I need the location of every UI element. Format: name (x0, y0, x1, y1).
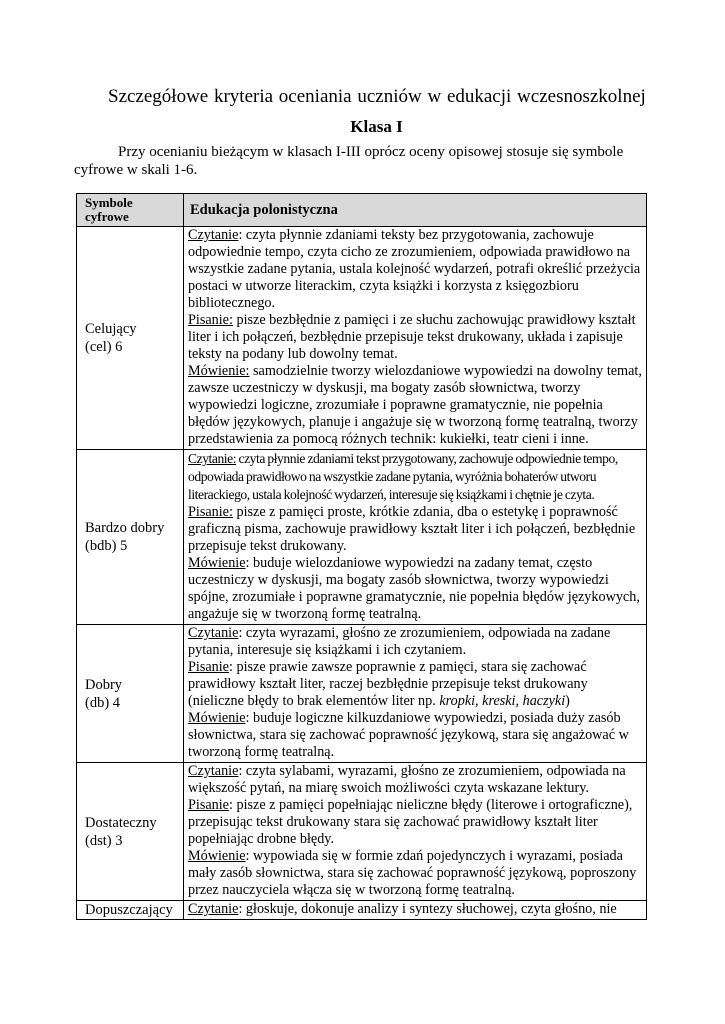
speaking-label: Mówienie: (188, 363, 250, 379)
writing-text: : pisze z pamięci popełniając nieliczne błędy (literowe i ortograficzne), przepisując tekst drukowany stara się zachować prawidłowy kształt liter popełniając drobne błędy. (188, 797, 633, 847)
writing-text: pisze bezbłędnie z pamięci i ze słuchu zachowując prawidłowy kształt liter i ich połączeń, bezbłędnie przepisuje tekst drukowany, układa i zapisuje teksty na podany lub dowolny temat. (188, 312, 636, 362)
reading-label: Czytanie (188, 901, 239, 917)
reading-label: Czytanie: (188, 451, 237, 466)
header-polish-education: Edukacja polonistyczna (184, 194, 647, 227)
speaking-label: Mówienie (188, 555, 246, 571)
table-row (77, 450, 647, 625)
reading-text: : głoskuje, dokonuje analizy i syntezy słuchowej, czyta głośno, nie (238, 901, 617, 917)
reading-label: Czytanie (188, 625, 239, 641)
table-header-row (77, 194, 647, 227)
writing-example-italic: kropki, kreski, haczyki (439, 693, 566, 709)
criteria-cell (184, 227, 647, 450)
grade-code: (cel) 6 (85, 339, 123, 355)
writing-text-end: ) (565, 693, 570, 709)
table-row (77, 227, 647, 450)
speaking-text: : buduje wielozdaniowe wypowiedzi na zadany temat, często uczestniczy w dyskusji, ma bogaty zasób słownictwa, tworzy wypowiedzi spójne, zrozumiałe i poprawne gramatycznie, nie popełnia błędów językowych, angażuje się w tworzoną formę teatralną. (188, 555, 640, 622)
criteria-cell (184, 625, 647, 763)
criteria-cell (184, 450, 647, 625)
reading-text: : czyta płynnie zdaniami teksty bez przygotowania, zachowuje odpowiednie tempo, czyta cicho ze zrozumieniem, odpowiada prawidłowo na wszystkie zadane pytania, ustala kolejność wydarzeń, potrafi określić przeżycia postaci w utworze literackim, czyta książki i korzysta z księgozbioru bibliotecznego. (188, 227, 641, 311)
grade-cell (77, 227, 184, 450)
table-row (77, 763, 647, 901)
reading-text: : czyta sylabami, wyrazami, głośno ze zrozumieniem, odpowiada na większość pytań, na miarę swoich możliwości czyta wskazane lektury. (188, 763, 626, 796)
reading-text: : czyta wyrazami, głośno ze zrozumieniem, odpowiada na zadane pytania, interesuje się książkami i ich czytaniem. (188, 625, 611, 658)
reading-label: Czytanie (188, 763, 239, 779)
grade-code: (db) 4 (85, 694, 121, 711)
speaking-label: Mówienie (188, 710, 246, 726)
writing-label: Pisanie: (188, 312, 233, 328)
grade-name: Dostateczny (85, 814, 157, 831)
criteria-cell (184, 763, 647, 901)
writing-label: Pisanie (188, 659, 229, 675)
grade-cell (77, 901, 184, 920)
speaking-label: Mówienie (188, 848, 246, 864)
writing-label: Pisanie: (188, 504, 233, 520)
table-row (77, 901, 647, 920)
writing-text: pisze z pamięci proste, krótkie zdania, dba o estetykę i poprawność graficzną pisma, zachowuje prawidłowy kształt liter i ich połączeń, bezbłędnie przepisuje tekst drukowany. (188, 504, 636, 554)
speaking-text: : wypowiada się w formie zdań pojedynczych i wyrazami, posiada mały zasób słownictwa, stara się zachować poprawność językową, poproszony przez nauczyciela włącza się w tworzoną formę teatralną. (188, 848, 637, 898)
grade-code: (dst) 3 (85, 832, 123, 849)
criteria-cell (184, 901, 647, 920)
table-row (77, 625, 647, 763)
intro-paragraph: Przy ocenianiu bieżącym w klasach I-III oprócz oceny opisowej stosuje się symbole cyfrowe w skali 1-6. (74, 144, 624, 178)
writing-text: : pisze prawie zawsze poprawnie z pamięci, stara się zachować prawidłowy kształt liter, raczej bezbłędnie przepisuje tekst drukowany (nieliczne błędy to brak elementów liter np. (188, 659, 588, 709)
speaking-text: : buduje logiczne kilkuzdaniowe wypowiedzi, posiada duży zasób słownictwa, stara się zachować poprawność językową, stara się angażować w tworzoną formę teatralną. (188, 710, 629, 760)
grade-name: Dopuszczający (85, 902, 173, 918)
header-symbols: Symbole cyfrowe (77, 194, 184, 227)
speaking-text: samodzielnie tworzy wielozdaniowe wypowiedzi na dowolny temat, zawsze uczestniczy w dyskusji, ma bogaty zasób słownictwa, tworzy wypowiedzi logiczne, zrozumiałe i poprawne gramatycznie, nie popełnia błędów językowych, planuje i angażuje się w tworzoną formę teatralną, tworzy przedstawienia za pomocą różnych technik: kukiełki, teatr cieni i inne. (188, 363, 642, 447)
criteria-table (76, 193, 647, 920)
writing-label: Pisanie (188, 797, 229, 813)
grade-cell (77, 450, 184, 625)
grade-name: Celujący (85, 321, 137, 337)
reading-label: Czytanie (188, 227, 239, 243)
reading-text: czyta płynnie zdaniami tekst przygotowany, zachowuje odpowiednie tempo, odpowiada prawidłowo na wszystkie zadane pytania, wyróżnia bohaterów utworu literackiego, ustala kolejność wydarzeń, interesuje się książkami i chętnie je czyta. (188, 451, 618, 502)
grade-name: Dobry (85, 676, 123, 693)
grade-code: (bdb) 5 (85, 538, 128, 554)
document-title: Szczegółowe kryteria oceniania uczniów w edukacji wczesnoszkolnej (108, 86, 646, 107)
grade-name: Bardzo dobry (85, 520, 165, 536)
class-subtitle: Klasa I (350, 117, 403, 136)
grade-cell (77, 625, 184, 763)
grade-cell (77, 763, 184, 901)
